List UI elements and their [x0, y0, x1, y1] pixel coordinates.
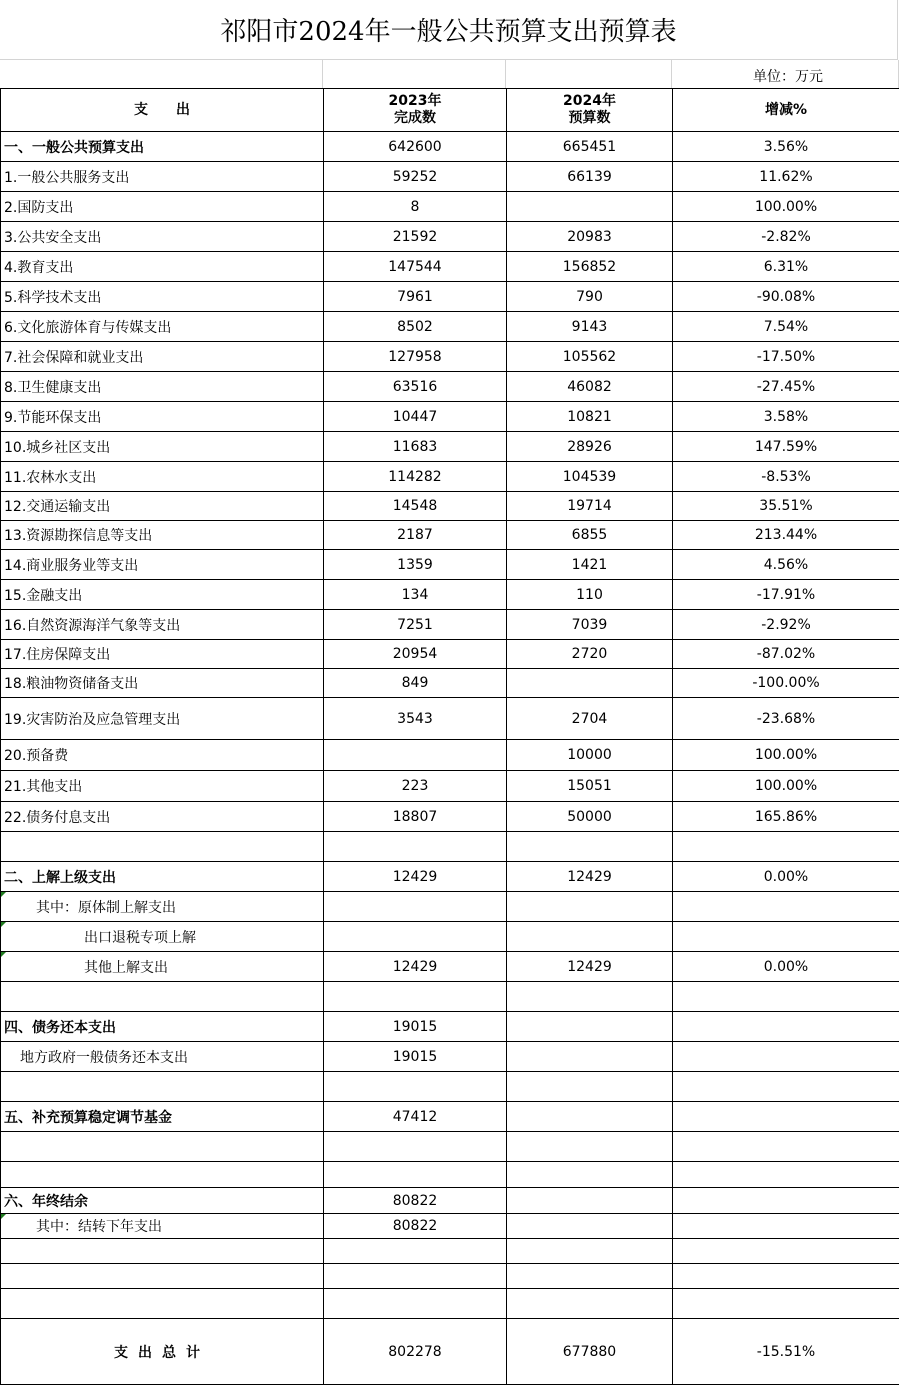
value-2024: 6855: [507, 521, 673, 550]
value-2023: 1359: [324, 550, 507, 580]
value-2024: [507, 1102, 673, 1132]
value-2023: 10447: [324, 402, 507, 432]
value-2023: 18807: [324, 802, 507, 832]
row-label: 6.文化旅游体育与传媒支出: [1, 312, 324, 342]
value-change: [673, 982, 899, 1012]
table-row: [1, 432, 899, 462]
header-2023-actual: [324, 89, 507, 132]
row-label: 22.债务付息支出: [1, 802, 324, 832]
value-2024: [507, 1132, 673, 1162]
header-row: [1, 89, 899, 132]
row-label: [1, 1162, 324, 1188]
row-label: 其他上解支出: [1, 952, 324, 982]
table-row: [1, 521, 899, 550]
page-title: 祁阳市2024年一般公共预算支出预算表: [0, 0, 898, 60]
value-2023: 80822: [324, 1188, 507, 1214]
grid-cell: [0, 60, 323, 88]
total-label: 支出总计: [1, 1319, 324, 1385]
row-label: 7.社会保障和就业支出: [1, 342, 324, 372]
value-change: [673, 892, 899, 922]
value-2023: [324, 1072, 507, 1102]
value-2024: [507, 1289, 673, 1319]
row-label: 12.交通运输支出: [1, 492, 324, 521]
value-2023: 8: [324, 192, 507, 222]
header-expenditure: 支 出: [1, 89, 324, 132]
value-2023: 80822: [324, 1214, 507, 1239]
table-row: [1, 1102, 899, 1132]
unit-row: [0, 60, 899, 88]
header-change-pct: 增减%: [673, 89, 899, 132]
value-2023: 849: [324, 669, 507, 698]
table-row: [1, 282, 899, 312]
table-row: [1, 952, 899, 982]
value-2024: [507, 892, 673, 922]
value-2023: 8502: [324, 312, 507, 342]
value-change: 4.56%: [673, 550, 899, 580]
value-2024: 10821: [507, 402, 673, 432]
value-2023: 134: [324, 580, 507, 610]
value-2023: 642600: [324, 132, 507, 162]
value-2023: 2187: [324, 521, 507, 550]
value-change: -17.91%: [673, 580, 899, 610]
value-2023: [324, 922, 507, 952]
value-change: 0.00%: [673, 952, 899, 982]
header-2024-line2: 预算数: [507, 110, 672, 127]
value-change: [673, 1214, 899, 1239]
table-row: [1, 342, 899, 372]
value-2023: 147544: [324, 252, 507, 282]
value-change: -100.00%: [673, 669, 899, 698]
value-change: 3.58%: [673, 402, 899, 432]
value-2024: 9143: [507, 312, 673, 342]
value-2024: 2720: [507, 640, 673, 669]
table-row: [1, 1132, 899, 1162]
value-change: [673, 1188, 899, 1214]
row-label: 1.一般公共服务支出: [1, 162, 324, 192]
total-change: -15.51%: [673, 1319, 899, 1385]
row-label: 四、债务还本支出: [1, 1012, 324, 1042]
table-row: [1, 1188, 899, 1214]
value-2023: 59252: [324, 162, 507, 192]
value-2024: 50000: [507, 802, 673, 832]
table-row: [1, 462, 899, 492]
value-change: [673, 1264, 899, 1289]
value-change: 35.51%: [673, 492, 899, 521]
value-change: -17.50%: [673, 342, 899, 372]
value-2024: [507, 1042, 673, 1072]
value-2023: 19015: [324, 1012, 507, 1042]
row-label: [1, 832, 324, 862]
value-change: 100.00%: [673, 740, 899, 771]
row-label: 5.科学技术支出: [1, 282, 324, 312]
value-2024: 104539: [507, 462, 673, 492]
value-change: [673, 1162, 899, 1188]
table-row: [1, 1239, 899, 1264]
value-change: [673, 1132, 899, 1162]
value-change: 11.62%: [673, 162, 899, 192]
value-2024: 20983: [507, 222, 673, 252]
value-2024: 7039: [507, 610, 673, 640]
value-2023: 21592: [324, 222, 507, 252]
value-2023: [324, 1264, 507, 1289]
table-row: [1, 1162, 899, 1188]
value-2023: 7961: [324, 282, 507, 312]
table-row: [1, 550, 899, 580]
row-label: 3.公共安全支出: [1, 222, 324, 252]
row-label: [1, 1132, 324, 1162]
total-2023: 802278: [324, 1319, 507, 1385]
row-label: 16.自然资源海洋气象等支出: [1, 610, 324, 640]
row-label: 11.农林水支出: [1, 462, 324, 492]
value-change: 165.86%: [673, 802, 899, 832]
value-2024: [507, 1188, 673, 1214]
value-2024: [507, 1072, 673, 1102]
value-2023: 127958: [324, 342, 507, 372]
row-label: 15.金融支出: [1, 580, 324, 610]
value-2024: [507, 982, 673, 1012]
value-change: -23.68%: [673, 698, 899, 740]
row-label: 六、年终结余: [1, 1188, 324, 1214]
value-2024: [507, 192, 673, 222]
value-change: [673, 1289, 899, 1319]
row-label: 其中：原体制上解支出: [1, 892, 324, 922]
table-row: [1, 1042, 899, 1072]
row-label: 14.商业服务业等支出: [1, 550, 324, 580]
value-2024: [507, 1239, 673, 1264]
value-2024: 15051: [507, 771, 673, 802]
table-row: [1, 771, 899, 802]
row-label: 其中：结转下年支出: [1, 1214, 324, 1239]
row-label: 19.灾害防治及应急管理支出: [1, 698, 324, 740]
value-2024: 156852: [507, 252, 673, 282]
table-row: [1, 922, 899, 952]
table-row: [1, 1012, 899, 1042]
value-2023: [324, 1132, 507, 1162]
value-change: -90.08%: [673, 282, 899, 312]
row-label: 地方政府一般债务还本支出: [1, 1042, 324, 1072]
value-change: -2.92%: [673, 610, 899, 640]
value-2024: 665451: [507, 132, 673, 162]
value-2023: [324, 1239, 507, 1264]
value-change: 213.44%: [673, 521, 899, 550]
table-row: [1, 372, 899, 402]
value-2024: 12429: [507, 952, 673, 982]
value-2023: 47412: [324, 1102, 507, 1132]
value-2024: [507, 922, 673, 952]
value-2023: [324, 832, 507, 862]
table-row: [1, 162, 899, 192]
value-change: 100.00%: [673, 192, 899, 222]
value-2024: [507, 1214, 673, 1239]
value-change: [673, 832, 899, 862]
total-2024: 677880: [507, 1319, 673, 1385]
value-2024: 28926: [507, 432, 673, 462]
value-2024: 1421: [507, 550, 673, 580]
row-label: 2.国防支出: [1, 192, 324, 222]
value-change: 147.59%: [673, 432, 899, 462]
budget-table: [0, 88, 899, 1385]
grid-cell: [323, 60, 506, 88]
value-2024: [507, 832, 673, 862]
value-2023: [324, 892, 507, 922]
value-2023: 3543: [324, 698, 507, 740]
value-2024: [507, 669, 673, 698]
row-label: 10.城乡社区支出: [1, 432, 324, 462]
value-2024: 10000: [507, 740, 673, 771]
value-change: [673, 1042, 899, 1072]
table-row: [1, 402, 899, 432]
table-row: [1, 1072, 899, 1102]
value-2023: 223: [324, 771, 507, 802]
value-change: [673, 1012, 899, 1042]
table-row: [1, 132, 899, 162]
value-2024: 19714: [507, 492, 673, 521]
table-row: [1, 669, 899, 698]
header-2023-line2: 完成数: [324, 110, 506, 127]
table-row: [1, 312, 899, 342]
row-label: 20.预备费: [1, 740, 324, 771]
row-label: [1, 982, 324, 1012]
table-row: [1, 1289, 899, 1319]
row-label: 13.资源勘探信息等支出: [1, 521, 324, 550]
value-change: 6.31%: [673, 252, 899, 282]
value-2023: 12429: [324, 862, 507, 892]
value-change: [673, 1102, 899, 1132]
value-2023: 19015: [324, 1042, 507, 1072]
table-row: [1, 1264, 899, 1289]
value-2024: 790: [507, 282, 673, 312]
row-label: 出口退税专项上解: [1, 922, 324, 952]
table-row: [1, 740, 899, 771]
table-row: [1, 580, 899, 610]
value-2023: 14548: [324, 492, 507, 521]
row-label: [1, 1264, 324, 1289]
row-label: 8.卫生健康支出: [1, 372, 324, 402]
value-2024: 110: [507, 580, 673, 610]
table-row: [1, 832, 899, 862]
value-2023: 114282: [324, 462, 507, 492]
value-change: -8.53%: [673, 462, 899, 492]
table-row: [1, 802, 899, 832]
value-2023: 12429: [324, 952, 507, 982]
value-change: -27.45%: [673, 372, 899, 402]
value-2024: [507, 1162, 673, 1188]
value-change: -87.02%: [673, 640, 899, 669]
row-label: [1, 1289, 324, 1319]
row-label: [1, 1072, 324, 1102]
header-2024-budget: [507, 89, 673, 132]
row-label: 二、上解上级支出: [1, 862, 324, 892]
table-row: [1, 492, 899, 521]
value-change: [673, 1239, 899, 1264]
value-2024: 2704: [507, 698, 673, 740]
value-2023: [324, 982, 507, 1012]
value-2023: [324, 1162, 507, 1188]
row-label: 4.教育支出: [1, 252, 324, 282]
row-label: 五、补充预算稳定调节基金: [1, 1102, 324, 1132]
table-row: [1, 698, 899, 740]
table-row: [1, 610, 899, 640]
value-2024: [507, 1012, 673, 1042]
value-2023: 7251: [324, 610, 507, 640]
value-change: 7.54%: [673, 312, 899, 342]
value-2024: 66139: [507, 162, 673, 192]
value-2024: 12429: [507, 862, 673, 892]
value-2023: [324, 1289, 507, 1319]
value-change: [673, 1072, 899, 1102]
value-2024: [507, 1264, 673, 1289]
row-label: 17.住房保障支出: [1, 640, 324, 669]
table-row: [1, 1214, 899, 1239]
table-row: [1, 982, 899, 1012]
value-change: 3.56%: [673, 132, 899, 162]
unit-label: 单位：万元: [753, 66, 823, 86]
grid-cell: [506, 60, 672, 88]
row-label: 一、一般公共预算支出: [1, 132, 324, 162]
value-2023: 63516: [324, 372, 507, 402]
row-label: 9.节能环保支出: [1, 402, 324, 432]
table-row: [1, 862, 899, 892]
table-row: [1, 640, 899, 669]
value-2023: 11683: [324, 432, 507, 462]
value-2024: 105562: [507, 342, 673, 372]
value-change: [673, 922, 899, 952]
table-row: [1, 892, 899, 922]
header-2023-line1: 2023年: [324, 93, 506, 110]
total-row: [1, 1319, 899, 1385]
row-label: 21.其他支出: [1, 771, 324, 802]
value-change: 100.00%: [673, 771, 899, 802]
table-row: [1, 252, 899, 282]
row-label: 18.粮油物资储备支出: [1, 669, 324, 698]
value-2023: 20954: [324, 640, 507, 669]
table-row: [1, 222, 899, 252]
value-change: -2.82%: [673, 222, 899, 252]
header-2024-line1: 2024年: [507, 93, 672, 110]
value-change: 0.00%: [673, 862, 899, 892]
row-label: [1, 1239, 324, 1264]
value-2024: 46082: [507, 372, 673, 402]
table-row: [1, 192, 899, 222]
value-2023: [324, 740, 507, 771]
